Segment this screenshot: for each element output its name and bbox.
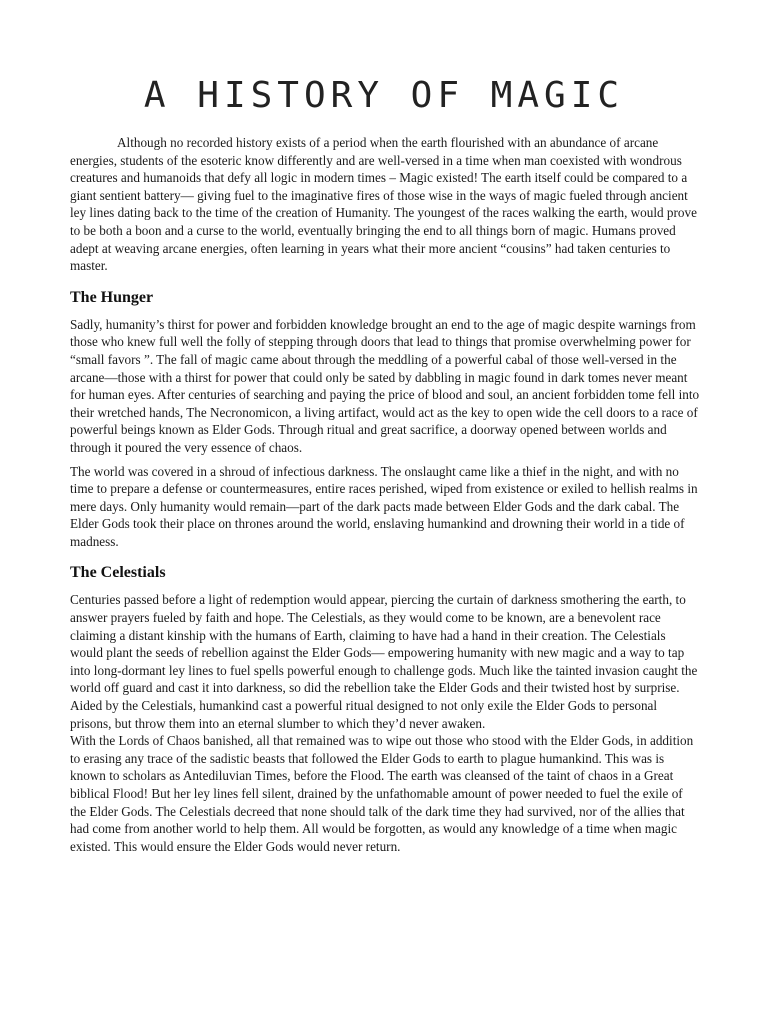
hunger-paragraph-1: Sadly, humanity’s thirst for power and forbidden knowledge brought an end to the age of magic despite warnings from those who knew full well the folly of stepping through doors that lead to things that promise overwhelming power for “small favors ”. The fall of magic came about through the meddling of a powerful cabal of those well-versed in the arcane—those with a thirst for power that could only be sated by dabbling in magic found in dark tomes never meant for human eyes. After centuries of searching and paying the price of blood and soul, an ancient forbidden tome fell into their wretched hands, The Necronomicon, a living artifact, would act as the key to open wide the cell doors to a race of powerful beings known as Elder Gods. Through ritual and great sacrifice, a doorway opened between worlds and through it poured the very essence of chaos.: [70, 316, 700, 455]
document-body: [70, 134, 700, 855]
hunger-paragraph-2: The world was covered in a shroud of infectious darkness. The onslaught came like a thief in the night, and with no time to prepare a defense or countermeasures, entire races perished, wiped from existence or exiled to hellish realms in mere days. Only humanity would remain—part of the dark pacts made between Elder Gods and the dark cabal. The Elder Gods took their place on thrones around the world, enslaving humankind and drowning their world in a tide of madness.: [70, 463, 698, 549]
section-heading-celestials: The Celestials: [70, 564, 166, 582]
celestials-paragraph-1: Centuries passed before a light of redemption would appear, piercing the curtain of darkness smothering the earth, to answer prayers fueled by faith and hope. The Celestials, as they would come to be known, are a benevolent race claiming a distant kinship with the humans of Earth, claiming to have had a hand in their creation. The Celestials would plant the seeds of rebellion against the Elder Gods— empowering humanity with new magic and a way to tap into long-dormant ley lines to fuel spells powerful enough to challenge gods. Much like the tainted invasion caught the world off guard and cast it into darkness, so did the rebellion take the Elder Gods and their twisted host by surprise. Aided by the Celestials, humankind cast a powerful ritual designed to not only exile the Elder Gods to personal prisons, but throw them into an eternal slumber to which they’d never awaken.: [70, 592, 698, 731]
celestials-paragraph-2: With the Lords of Chaos banished, all that remained was to wipe out those who stood with the Elder Gods, in addition to erasing any trace of the sadistic beasts that followed the Elder Gods to earth to plague humankind. This was is known to scholars as Antediluvian Times, before the Flood. The earth was cleansed of the taint of chaos in a Great biblical Flood! But her ley lines fell silent, drained by the unfathomable amount of power needed to fuel the exile of the Elder Gods. The Celestials decreed that none should talk of the dark time they had survived, nor of the allies that had come from another world to help them. All would be forgotten, as would any knowledge of a time when magic existed. This would ensure the Elder Gods would never return.: [70, 733, 694, 854]
page-title: A HISTORY OF MAGIC: [143, 75, 625, 116]
intro-paragraph: Although no recorded history exists of a period when the earth flourished with an abundance of arcane energies, students of the esoteric know differently and are well-versed in a time when man coexisted with wondrous creatures and humanoids that defy all logic in modern times – Magic existed! The earth itself could be compared to a giant sentient battery— giving fuel to the imaginative fires of those wise in the ways of magic fueled through ancient ley lines dating back to the time of the creation of Humanity. The youngest of the races walking the earth, would prove to be both a boon and a curse to the world, eventually bringing the end to all things born of magic. Humans proved adept at weaving arcane energies, often learning in years what their more ancient “cousins” had taken centuries to master.: [70, 135, 697, 274]
section-heading-hunger: The Hunger: [70, 288, 154, 306]
